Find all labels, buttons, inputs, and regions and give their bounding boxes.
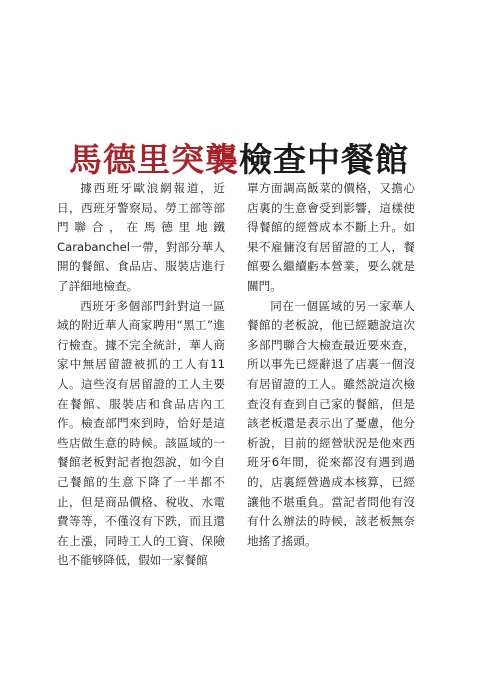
article-column-left <box>57 179 225 571</box>
paragraph: 西班牙多個部門針對這一區域的附近華人商家聘用“黑工”進行檢查。據不完全統計，華人商家中無居留證被抓的工人有11人。這些沒有居留證的工人主要在餐館、服裝店和食品店內工作。檢查部門來到時，恰好是這些店做生意的時候。該區域的一餐館老板對記者抱怨說，如今自己餐館的生意下降了一半都不止，但是商品價格、稅收、水電費等等，不僅沒有下跌，而且還在上漲，同時工人的工資、保險也不能够降低，假如一家餐館 <box>57 298 225 568</box>
headline-red-part: 馬德里突襲 <box>69 140 239 180</box>
paragraph: 同在一個區域的另一家華人餐館的老板說，他已經聽說這次多部門聯合大檢查最近要來查，所以事先已經辭退了店裏一個沒有居留證的工人。雖然說這次檢查沒有查到自己家的餐館，但是該老板還是表示出了憂慮，他分析說，目前的經營狀況是他來西班牙6年間，從來都沒有遇到過的，店裏經營過成本核算，已經讓他不堪重負。當記者問他有沒有什么辦法的時候，該老板無奈地搖了搖頭。 <box>247 298 415 548</box>
paragraph-continued: 單方面調高飯菜的價格，又擔心店裏的生意會受到影響，這樣使得餐館的經營成本不斷上升。如果不雇傭沒有居留證的工人，餐館要么繼續虧本營業，要么就是關門。 <box>247 181 415 293</box>
article-column-right <box>247 179 415 551</box>
paragraph: 據西班牙歐浪網報道，近日，西班牙警察局、勞工部等部門聯合，在馬德里地鐵Carabanchel一帶，對部分華人開的餐館、食品店、服裝店進行了詳細地檢查。 <box>57 181 225 293</box>
headline-black-part: 檢查中餐館 <box>239 140 409 180</box>
article-headline <box>0 140 478 180</box>
